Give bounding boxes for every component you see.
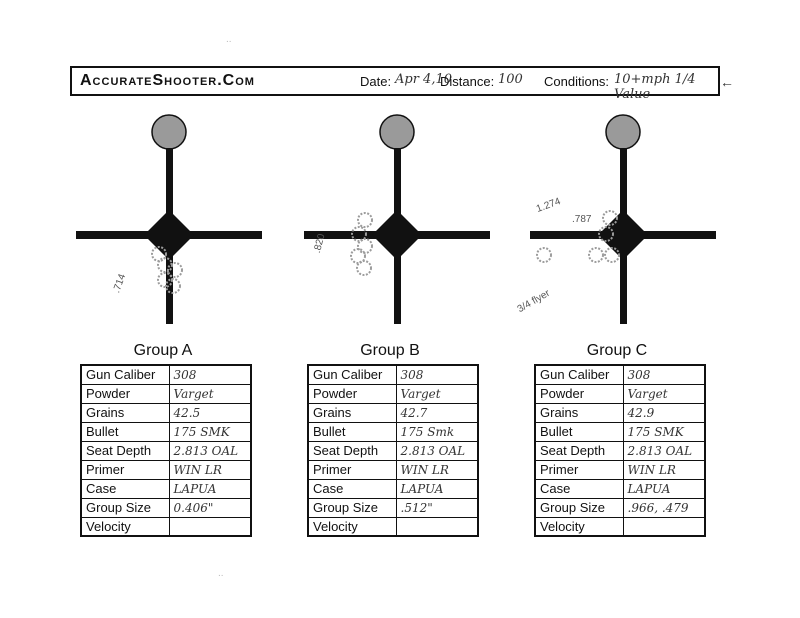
- shot-hole: [358, 239, 372, 253]
- table-row: [535, 422, 705, 441]
- row-label: Velocity: [308, 517, 396, 536]
- row-label: Seat Depth: [535, 441, 623, 460]
- site-name: AccurateShooter.Com: [80, 72, 255, 89]
- row-label: Group Size: [535, 498, 623, 517]
- row-value: LAPUA: [623, 479, 705, 498]
- shot-hole: [537, 248, 551, 262]
- center-diamond: [598, 210, 648, 260]
- row-value: WIN LR: [623, 460, 705, 479]
- row-value: 2.813 OAL: [623, 441, 705, 460]
- table-row: [81, 479, 251, 498]
- table-row: [81, 365, 251, 384]
- table-row: [308, 422, 478, 441]
- row-value: LAPUA: [396, 479, 478, 498]
- distance-value: 100: [498, 72, 523, 87]
- date-label: Date:: [360, 74, 392, 89]
- row-label: Grains: [535, 403, 623, 422]
- table-row: [308, 460, 478, 479]
- row-value: 42.7: [396, 403, 478, 422]
- group-c-note-1: 1.274: [534, 196, 563, 215]
- date-value: Apr 4,10: [395, 72, 453, 87]
- group-c-table: [534, 364, 706, 537]
- row-label: Bullet: [308, 422, 396, 441]
- table-row: [81, 517, 251, 536]
- table-row: [535, 460, 705, 479]
- row-label: Primer: [81, 460, 169, 479]
- group-b-title: Group B: [360, 342, 420, 359]
- row-value: WIN LR: [396, 460, 478, 479]
- row-value: 308: [396, 365, 478, 384]
- table-row: [535, 403, 705, 422]
- row-value: LAPUA: [169, 479, 251, 498]
- target-a: [70, 110, 270, 330]
- target-a-drawing: [70, 110, 270, 330]
- row-label: Gun Caliber: [81, 365, 169, 384]
- row-value: Varget: [169, 384, 251, 403]
- row-label: Gun Caliber: [308, 365, 396, 384]
- row-label: Velocity: [535, 517, 623, 536]
- table-row: [308, 441, 478, 460]
- conditions-label: Conditions:: [544, 74, 610, 89]
- row-value: 175 SMK: [623, 422, 705, 441]
- distance-label: Distance:: [440, 74, 495, 89]
- row-label: Seat Depth: [81, 441, 169, 460]
- table-row: [81, 403, 251, 422]
- shot-hole: [589, 248, 603, 262]
- row-value: 42.9: [623, 403, 705, 422]
- row-label: Velocity: [81, 517, 169, 536]
- row-value: [169, 517, 251, 536]
- table-row: [81, 384, 251, 403]
- row-label: Group Size: [81, 498, 169, 517]
- shot-holes: [351, 213, 372, 275]
- aim-disc: [152, 115, 186, 149]
- row-value: 0.406": [169, 498, 251, 517]
- table-row: [81, 498, 251, 517]
- row-label: Powder: [81, 384, 169, 403]
- row-label: Case: [81, 479, 169, 498]
- table-row: [535, 441, 705, 460]
- table-row: [535, 384, 705, 403]
- row-value: .512": [396, 498, 478, 517]
- table-row: [81, 422, 251, 441]
- row-label: Seat Depth: [308, 441, 396, 460]
- row-label: Powder: [535, 384, 623, 403]
- row-value: Varget: [396, 384, 478, 403]
- table-row: [308, 365, 478, 384]
- row-value: 2.813 OAL: [396, 441, 478, 460]
- table-row: [308, 517, 478, 536]
- group-a-note: .714: [111, 272, 129, 295]
- table-row: [535, 365, 705, 384]
- table-row: [535, 498, 705, 517]
- table-row: [535, 517, 705, 536]
- row-label: Gun Caliber: [535, 365, 623, 384]
- center-diamond: [372, 210, 422, 260]
- target-c-drawing: [524, 110, 724, 330]
- target-c: [515, 110, 724, 330]
- group-c-note-2: .787: [572, 214, 592, 225]
- conditions-value: 10+mph 1/4 Value: [614, 72, 696, 102]
- row-label: Bullet: [81, 422, 169, 441]
- target-b: [298, 110, 498, 330]
- row-value: Varget: [623, 384, 705, 403]
- arrow-left-icon: ←: [720, 74, 734, 90]
- row-value: 175 SMK: [169, 422, 251, 441]
- row-value: 2.813 OAL: [169, 441, 251, 460]
- shot-hole: [357, 261, 371, 275]
- row-label: Group Size: [308, 498, 396, 517]
- row-value: 42.5: [169, 403, 251, 422]
- row-label: Primer: [535, 460, 623, 479]
- table-row: [308, 498, 478, 517]
- target-b-drawing: [298, 110, 498, 330]
- scan-speck: ..: [226, 34, 232, 45]
- table-row: [308, 479, 478, 498]
- row-value: WIN LR: [169, 460, 251, 479]
- group-a-title: Group A: [133, 342, 193, 359]
- group-c-note-3: 3/4 flyer: [515, 287, 552, 316]
- row-label: Grains: [81, 403, 169, 422]
- row-value: 175 Smk: [396, 422, 478, 441]
- group-b-table: [307, 364, 479, 537]
- aim-disc: [606, 115, 640, 149]
- row-label: Bullet: [535, 422, 623, 441]
- row-label: Case: [535, 479, 623, 498]
- row-label: Primer: [308, 460, 396, 479]
- shot-hole: [358, 213, 372, 227]
- row-value: [623, 517, 705, 536]
- table-row: [535, 479, 705, 498]
- row-value: .966, .479: [623, 498, 705, 517]
- group-a-table: [80, 364, 252, 537]
- shot-hole: [603, 211, 617, 225]
- table-row: [308, 403, 478, 422]
- row-label: Grains: [308, 403, 396, 422]
- table-row: [308, 384, 478, 403]
- table-row: [81, 441, 251, 460]
- row-value: 308: [623, 365, 705, 384]
- sheet-header: [70, 66, 720, 102]
- center-diamond: [144, 210, 194, 260]
- row-label: Case: [308, 479, 396, 498]
- row-value: [396, 517, 478, 536]
- group-c-title: Group C: [586, 342, 648, 359]
- group-b-note: .820: [311, 232, 328, 255]
- row-label: Powder: [308, 384, 396, 403]
- table-row: [81, 460, 251, 479]
- scan-speck: ..: [218, 568, 224, 579]
- aim-disc: [380, 115, 414, 149]
- row-value: 308: [169, 365, 251, 384]
